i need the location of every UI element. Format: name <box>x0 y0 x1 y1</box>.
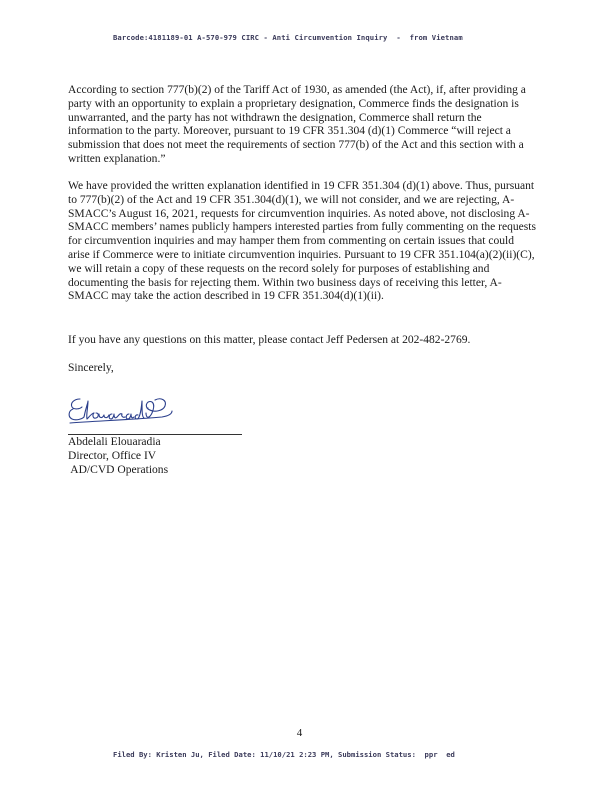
paragraph-proprietary-designation: According to section 777(b)(2) of the Tariff Act of 1930, as amended (the Act), if, after providing a party with an opportunity to explain a proprietary designation, Commerce finds the designation is unwarranted, and the party has not withdrawn the designation, Commerce shall return the information to the party. Moreover, pursuant to 19 CFR 351.304 (d)(1) Commerce “will reject a submission that does not meet the requirements of section 777(b) of the Act and this section with a written explanation.” <box>68 84 526 165</box>
signer-title: Director, Office IV <box>68 449 157 462</box>
filing-footer: Filed By: Kristen Ju, Filed Date: 11/10/21 2:23 PM, Submission Status: ppr ed <box>113 750 455 759</box>
page-number: 4 <box>296 727 303 739</box>
barcode-header: Barcode:4181189-01 A-570-979 CIRC - Anti Circumvention Inquiry - from Vietnam <box>113 33 463 42</box>
signature-line <box>68 434 242 435</box>
signer-unit: AD/CVD Operations <box>68 463 169 476</box>
paragraph-contact: If you have any questions on this matter, please contact Jeff Pedersen at 202-482-2769. <box>68 334 471 346</box>
paragraph-rejection: We have provided the written explanation identified in 19 CFR 351.304 (d)(1) above. Thus, pursuant to 777(b)(2) of the Act and 19 CFR 351.304(d)(1), we will not consider, and we are rejecting, A-SMACC’s August 16, 2021, requests for circumvention inquiries. As noted above, not disclosing A-SMACC members’ names publicly hampers interested parties from fully commenting on the requests for circumvention inquiries and may hamper them from commenting on certain issues that could arise if Commerce were to initiate circumvention inquiries. Pursuant to 19 CFR 351.104(a)(2)(ii)(C), we will retain a copy of these requests on the record solely for purposes of establishing and documenting the basis for rejecting them. Within two business days of receiving this letter, A-SMACC may take the action described in 19 CFR 351.304(d)(1)(ii). <box>68 180 536 303</box>
signer-name: Abdelali Elouaradia <box>68 436 161 448</box>
handwritten-signature <box>66 393 176 427</box>
signature-block <box>68 436 168 477</box>
closing-salutation: Sincerely, <box>68 362 114 374</box>
